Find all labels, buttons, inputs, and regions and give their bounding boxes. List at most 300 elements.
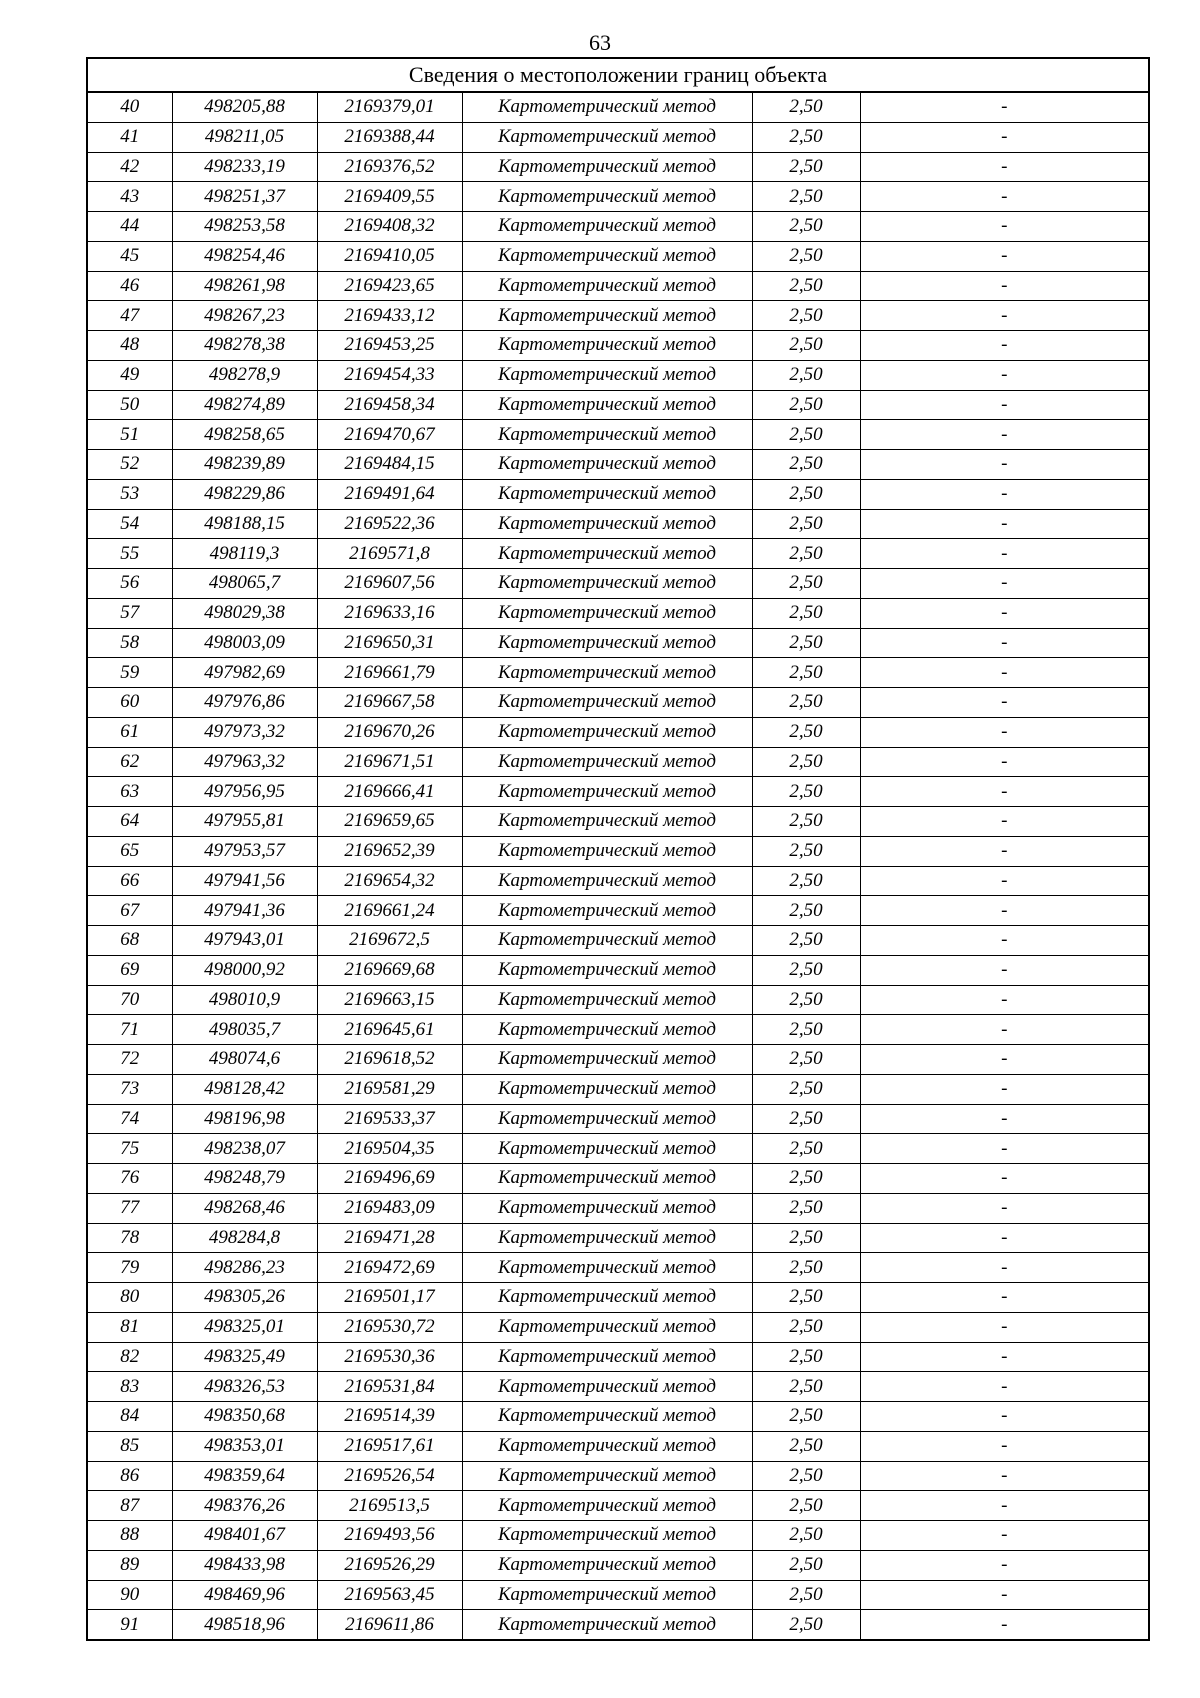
- y-coordinate-cell: 2169484,15: [317, 450, 462, 480]
- y-coordinate-cell: 2169501,17: [317, 1283, 462, 1313]
- y-coordinate-cell: 2169672,5: [317, 926, 462, 956]
- note-cell: -: [860, 241, 1149, 271]
- accuracy-cell: 2,50: [752, 598, 860, 628]
- point-number-cell: 70: [87, 985, 172, 1015]
- table-row: [87, 747, 1149, 777]
- accuracy-cell: 2,50: [752, 1253, 860, 1283]
- point-number-cell: 88: [87, 1521, 172, 1551]
- point-number-cell: 63: [87, 777, 172, 807]
- x-coordinate-cell: 498274,89: [172, 390, 317, 420]
- x-coordinate-cell: 497956,95: [172, 777, 317, 807]
- accuracy-cell: 2,50: [752, 1342, 860, 1372]
- x-coordinate-cell: 498238,07: [172, 1134, 317, 1164]
- y-coordinate-cell: 2169496,69: [317, 1164, 462, 1194]
- y-coordinate-cell: 2169470,67: [317, 420, 462, 450]
- y-coordinate-cell: 2169410,05: [317, 241, 462, 271]
- table-row: [87, 926, 1149, 956]
- x-coordinate-cell: 497973,32: [172, 717, 317, 747]
- table-row: [87, 331, 1149, 361]
- method-cell: Картометрический метод: [462, 1283, 752, 1313]
- note-cell: -: [860, 1521, 1149, 1551]
- table-row: [87, 985, 1149, 1015]
- accuracy-cell: 2,50: [752, 301, 860, 331]
- method-cell: Картометрический метод: [462, 122, 752, 152]
- accuracy-cell: 2,50: [752, 122, 860, 152]
- accuracy-cell: 2,50: [752, 1283, 860, 1313]
- y-coordinate-cell: 2169522,36: [317, 509, 462, 539]
- x-coordinate-cell: 498188,15: [172, 509, 317, 539]
- x-coordinate-cell: 498261,98: [172, 271, 317, 301]
- y-coordinate-cell: 2169526,29: [317, 1550, 462, 1580]
- point-number-cell: 78: [87, 1223, 172, 1253]
- point-number-cell: 82: [87, 1342, 172, 1372]
- method-cell: Картометрический метод: [462, 1312, 752, 1342]
- y-coordinate-cell: 2169379,01: [317, 92, 462, 122]
- point-number-cell: 85: [87, 1431, 172, 1461]
- y-coordinate-cell: 2169530,72: [317, 1312, 462, 1342]
- method-cell: Картометрический метод: [462, 420, 752, 450]
- point-number-cell: 68: [87, 926, 172, 956]
- table-row: [87, 598, 1149, 628]
- table-row: [87, 1134, 1149, 1164]
- y-coordinate-cell: 2169526,54: [317, 1461, 462, 1491]
- y-coordinate-cell: 2169671,51: [317, 747, 462, 777]
- note-cell: -: [860, 212, 1149, 242]
- y-coordinate-cell: 2169483,09: [317, 1193, 462, 1223]
- table-row: [87, 1491, 1149, 1521]
- note-cell: -: [860, 1461, 1149, 1491]
- table-row: [87, 509, 1149, 539]
- point-number-cell: 84: [87, 1402, 172, 1432]
- accuracy-cell: 2,50: [752, 212, 860, 242]
- note-cell: -: [860, 1580, 1149, 1610]
- x-coordinate-cell: 498010,9: [172, 985, 317, 1015]
- method-cell: Картометрический метод: [462, 1015, 752, 1045]
- y-coordinate-cell: 2169423,65: [317, 271, 462, 301]
- accuracy-cell: 2,50: [752, 390, 860, 420]
- x-coordinate-cell: 498251,37: [172, 182, 317, 212]
- accuracy-cell: 2,50: [752, 1610, 860, 1640]
- table-row: [87, 479, 1149, 509]
- method-cell: Картометрический метод: [462, 777, 752, 807]
- point-number-cell: 80: [87, 1283, 172, 1313]
- note-cell: -: [860, 390, 1149, 420]
- accuracy-cell: 2,50: [752, 1015, 860, 1045]
- x-coordinate-cell: 498433,98: [172, 1550, 317, 1580]
- method-cell: Картометрический метод: [462, 1134, 752, 1164]
- x-coordinate-cell: 497941,36: [172, 896, 317, 926]
- point-number-cell: 71: [87, 1015, 172, 1045]
- point-number-cell: 79: [87, 1253, 172, 1283]
- accuracy-cell: 2,50: [752, 152, 860, 182]
- x-coordinate-cell: 498359,64: [172, 1461, 317, 1491]
- point-number-cell: 59: [87, 658, 172, 688]
- table-row: [87, 1550, 1149, 1580]
- x-coordinate-cell: 498253,58: [172, 212, 317, 242]
- table-row: [87, 1312, 1149, 1342]
- y-coordinate-cell: 2169581,29: [317, 1074, 462, 1104]
- point-number-cell: 66: [87, 866, 172, 896]
- x-coordinate-cell: 497943,01: [172, 926, 317, 956]
- x-coordinate-cell: 497976,86: [172, 688, 317, 718]
- note-cell: -: [860, 1402, 1149, 1432]
- note-cell: -: [860, 1372, 1149, 1402]
- point-number-cell: 50: [87, 390, 172, 420]
- table-row: [87, 569, 1149, 599]
- method-cell: Картометрический метод: [462, 390, 752, 420]
- method-cell: Картометрический метод: [462, 1045, 752, 1075]
- table-row: [87, 1431, 1149, 1461]
- accuracy-cell: 2,50: [752, 688, 860, 718]
- note-cell: -: [860, 1164, 1149, 1194]
- x-coordinate-cell: 497941,56: [172, 866, 317, 896]
- x-coordinate-cell: 498268,46: [172, 1193, 317, 1223]
- table-row: [87, 360, 1149, 390]
- point-number-cell: 83: [87, 1372, 172, 1402]
- point-number-cell: 77: [87, 1193, 172, 1223]
- method-cell: Картометрический метод: [462, 1193, 752, 1223]
- y-coordinate-cell: 2169654,32: [317, 866, 462, 896]
- y-coordinate-cell: 2169376,52: [317, 152, 462, 182]
- x-coordinate-cell: 498350,68: [172, 1402, 317, 1432]
- accuracy-cell: 2,50: [752, 1223, 860, 1253]
- accuracy-cell: 2,50: [752, 836, 860, 866]
- point-number-cell: 43: [87, 182, 172, 212]
- x-coordinate-cell: 498284,8: [172, 1223, 317, 1253]
- point-number-cell: 75: [87, 1134, 172, 1164]
- accuracy-cell: 2,50: [752, 1193, 860, 1223]
- x-coordinate-cell: 497955,81: [172, 807, 317, 837]
- accuracy-cell: 2,50: [752, 420, 860, 450]
- accuracy-cell: 2,50: [752, 1550, 860, 1580]
- method-cell: Картометрический метод: [462, 271, 752, 301]
- note-cell: -: [860, 271, 1149, 301]
- note-cell: -: [860, 509, 1149, 539]
- table-row: [87, 717, 1149, 747]
- note-cell: -: [860, 896, 1149, 926]
- accuracy-cell: 2,50: [752, 92, 860, 122]
- note-cell: -: [860, 182, 1149, 212]
- y-coordinate-cell: 2169667,58: [317, 688, 462, 718]
- method-cell: Картометрический метод: [462, 896, 752, 926]
- method-cell: Картометрический метод: [462, 1223, 752, 1253]
- accuracy-cell: 2,50: [752, 1431, 860, 1461]
- point-number-cell: 57: [87, 598, 172, 628]
- x-coordinate-cell: 498035,7: [172, 1015, 317, 1045]
- accuracy-cell: 2,50: [752, 509, 860, 539]
- note-cell: -: [860, 331, 1149, 361]
- y-coordinate-cell: 2169650,31: [317, 628, 462, 658]
- note-cell: -: [860, 717, 1149, 747]
- y-coordinate-cell: 2169454,33: [317, 360, 462, 390]
- method-cell: Картометрический метод: [462, 569, 752, 599]
- note-cell: -: [860, 1431, 1149, 1461]
- accuracy-cell: 2,50: [752, 866, 860, 896]
- accuracy-cell: 2,50: [752, 1461, 860, 1491]
- accuracy-cell: 2,50: [752, 747, 860, 777]
- note-cell: -: [860, 1253, 1149, 1283]
- y-coordinate-cell: 2169491,64: [317, 479, 462, 509]
- x-coordinate-cell: 498258,65: [172, 420, 317, 450]
- y-coordinate-cell: 2169533,37: [317, 1104, 462, 1134]
- method-cell: Картометрический метод: [462, 1461, 752, 1491]
- accuracy-cell: 2,50: [752, 450, 860, 480]
- method-cell: Картометрический метод: [462, 1550, 752, 1580]
- y-coordinate-cell: 2169408,32: [317, 212, 462, 242]
- accuracy-cell: 2,50: [752, 479, 860, 509]
- x-coordinate-cell: 498267,23: [172, 301, 317, 331]
- table-row: [87, 301, 1149, 331]
- method-cell: Картометрический метод: [462, 866, 752, 896]
- note-cell: -: [860, 301, 1149, 331]
- method-cell: Картометрический метод: [462, 1610, 752, 1640]
- note-cell: -: [860, 688, 1149, 718]
- method-cell: Картометрический метод: [462, 598, 752, 628]
- accuracy-cell: 2,50: [752, 628, 860, 658]
- note-cell: -: [860, 1610, 1149, 1640]
- point-number-cell: 74: [87, 1104, 172, 1134]
- note-cell: -: [860, 92, 1149, 122]
- table-row: [87, 152, 1149, 182]
- note-cell: -: [860, 450, 1149, 480]
- method-cell: Картометрический метод: [462, 1104, 752, 1134]
- table-row: [87, 1372, 1149, 1402]
- table-row: [87, 1223, 1149, 1253]
- table-caption-row: [87, 58, 1149, 92]
- table-row: [87, 777, 1149, 807]
- y-coordinate-cell: 2169659,65: [317, 807, 462, 837]
- point-number-cell: 49: [87, 360, 172, 390]
- point-number-cell: 89: [87, 1550, 172, 1580]
- note-cell: -: [860, 569, 1149, 599]
- note-cell: -: [860, 1045, 1149, 1075]
- accuracy-cell: 2,50: [752, 985, 860, 1015]
- note-cell: -: [860, 1193, 1149, 1223]
- method-cell: Картометрический метод: [462, 628, 752, 658]
- accuracy-cell: 2,50: [752, 1134, 860, 1164]
- table-row: [87, 1104, 1149, 1134]
- method-cell: Картометрический метод: [462, 152, 752, 182]
- method-cell: Картометрический метод: [462, 807, 752, 837]
- table-row: [87, 1193, 1149, 1223]
- table-row: [87, 1610, 1149, 1640]
- table-row: [87, 182, 1149, 212]
- note-cell: -: [860, 1491, 1149, 1521]
- y-coordinate-cell: 2169618,52: [317, 1045, 462, 1075]
- y-coordinate-cell: 2169409,55: [317, 182, 462, 212]
- method-cell: Картометрический метод: [462, 1253, 752, 1283]
- y-coordinate-cell: 2169663,15: [317, 985, 462, 1015]
- y-coordinate-cell: 2169388,44: [317, 122, 462, 152]
- method-cell: Картометрический метод: [462, 92, 752, 122]
- accuracy-cell: 2,50: [752, 955, 860, 985]
- accuracy-cell: 2,50: [752, 1164, 860, 1194]
- table-row: [87, 241, 1149, 271]
- y-coordinate-cell: 2169514,39: [317, 1402, 462, 1432]
- note-cell: -: [860, 122, 1149, 152]
- method-cell: Картометрический метод: [462, 301, 752, 331]
- x-coordinate-cell: 498469,96: [172, 1580, 317, 1610]
- point-number-cell: 58: [87, 628, 172, 658]
- note-cell: -: [860, 747, 1149, 777]
- table-row: [87, 420, 1149, 450]
- point-number-cell: 40: [87, 92, 172, 122]
- table-row: [87, 1074, 1149, 1104]
- x-coordinate-cell: 498278,38: [172, 331, 317, 361]
- x-coordinate-cell: 497953,57: [172, 836, 317, 866]
- y-coordinate-cell: 2169517,61: [317, 1431, 462, 1461]
- accuracy-cell: 2,50: [752, 807, 860, 837]
- x-coordinate-cell: 498248,79: [172, 1164, 317, 1194]
- accuracy-cell: 2,50: [752, 360, 860, 390]
- x-coordinate-cell: 498211,05: [172, 122, 317, 152]
- x-coordinate-cell: 498305,26: [172, 1283, 317, 1313]
- method-cell: Картометрический метод: [462, 539, 752, 569]
- point-number-cell: 81: [87, 1312, 172, 1342]
- accuracy-cell: 2,50: [752, 1104, 860, 1134]
- method-cell: Картометрический метод: [462, 1431, 752, 1461]
- table-row: [87, 1461, 1149, 1491]
- x-coordinate-cell: 498325,49: [172, 1342, 317, 1372]
- x-coordinate-cell: 498278,9: [172, 360, 317, 390]
- y-coordinate-cell: 2169571,8: [317, 539, 462, 569]
- point-number-cell: 72: [87, 1045, 172, 1075]
- note-cell: -: [860, 1223, 1149, 1253]
- accuracy-cell: 2,50: [752, 926, 860, 956]
- point-number-cell: 47: [87, 301, 172, 331]
- accuracy-cell: 2,50: [752, 1372, 860, 1402]
- accuracy-cell: 2,50: [752, 241, 860, 271]
- method-cell: Картометрический метод: [462, 360, 752, 390]
- x-coordinate-cell: 498205,88: [172, 92, 317, 122]
- x-coordinate-cell: 498254,46: [172, 241, 317, 271]
- method-cell: Картометрический метод: [462, 1164, 752, 1194]
- method-cell: Картометрический метод: [462, 717, 752, 747]
- table-row: [87, 271, 1149, 301]
- point-number-cell: 41: [87, 122, 172, 152]
- page-number: 63: [589, 30, 611, 55]
- y-coordinate-cell: 2169513,5: [317, 1491, 462, 1521]
- accuracy-cell: 2,50: [752, 539, 860, 569]
- method-cell: Картометрический метод: [462, 1074, 752, 1104]
- table-row: [87, 1015, 1149, 1045]
- note-cell: -: [860, 1134, 1149, 1164]
- point-number-cell: 69: [87, 955, 172, 985]
- x-coordinate-cell: 498196,98: [172, 1104, 317, 1134]
- y-coordinate-cell: 2169433,12: [317, 301, 462, 331]
- point-number-cell: 42: [87, 152, 172, 182]
- note-cell: -: [860, 1104, 1149, 1134]
- point-number-cell: 64: [87, 807, 172, 837]
- note-cell: -: [860, 1342, 1149, 1372]
- y-coordinate-cell: 2169530,36: [317, 1342, 462, 1372]
- note-cell: -: [860, 777, 1149, 807]
- y-coordinate-cell: 2169458,34: [317, 390, 462, 420]
- point-number-cell: 46: [87, 271, 172, 301]
- point-number-cell: 48: [87, 331, 172, 361]
- method-cell: Картометрический метод: [462, 1402, 752, 1432]
- x-coordinate-cell: 498353,01: [172, 1431, 317, 1461]
- method-cell: Картометрический метод: [462, 479, 752, 509]
- table-row: [87, 807, 1149, 837]
- method-cell: Картометрический метод: [462, 658, 752, 688]
- note-cell: -: [860, 1550, 1149, 1580]
- table-row: [87, 1402, 1149, 1432]
- table-row: [87, 866, 1149, 896]
- accuracy-cell: 2,50: [752, 569, 860, 599]
- point-number-cell: 90: [87, 1580, 172, 1610]
- accuracy-cell: 2,50: [752, 1312, 860, 1342]
- accuracy-cell: 2,50: [752, 1074, 860, 1104]
- x-coordinate-cell: 498003,09: [172, 628, 317, 658]
- method-cell: Картометрический метод: [462, 450, 752, 480]
- note-cell: -: [860, 1015, 1149, 1045]
- table-caption: Сведения о местоположении границ объекта: [87, 58, 1149, 92]
- note-cell: -: [860, 360, 1149, 390]
- note-cell: -: [860, 658, 1149, 688]
- point-number-cell: 87: [87, 1491, 172, 1521]
- method-cell: Картометрический метод: [462, 836, 752, 866]
- point-number-cell: 62: [87, 747, 172, 777]
- note-cell: -: [860, 807, 1149, 837]
- method-cell: Картометрический метод: [462, 926, 752, 956]
- x-coordinate-cell: 498029,38: [172, 598, 317, 628]
- y-coordinate-cell: 2169669,68: [317, 955, 462, 985]
- point-number-cell: 55: [87, 539, 172, 569]
- table-row: [87, 92, 1149, 122]
- y-coordinate-cell: 2169661,79: [317, 658, 462, 688]
- note-cell: -: [860, 479, 1149, 509]
- x-coordinate-cell: 498065,7: [172, 569, 317, 599]
- y-coordinate-cell: 2169504,35: [317, 1134, 462, 1164]
- note-cell: -: [860, 1074, 1149, 1104]
- point-number-cell: 65: [87, 836, 172, 866]
- accuracy-cell: 2,50: [752, 1580, 860, 1610]
- y-coordinate-cell: 2169471,28: [317, 1223, 462, 1253]
- y-coordinate-cell: 2169645,61: [317, 1015, 462, 1045]
- table-row: [87, 450, 1149, 480]
- accuracy-cell: 2,50: [752, 1045, 860, 1075]
- method-cell: Картометрический метод: [462, 747, 752, 777]
- x-coordinate-cell: 498325,01: [172, 1312, 317, 1342]
- x-coordinate-cell: 498074,6: [172, 1045, 317, 1075]
- method-cell: Картометрический метод: [462, 1521, 752, 1551]
- accuracy-cell: 2,50: [752, 896, 860, 926]
- point-number-cell: 67: [87, 896, 172, 926]
- method-cell: Картометрический метод: [462, 241, 752, 271]
- method-cell: Картометрический метод: [462, 1580, 752, 1610]
- boundary-coordinates-table: [86, 57, 1150, 1641]
- point-number-cell: 86: [87, 1461, 172, 1491]
- table-row: [87, 390, 1149, 420]
- y-coordinate-cell: 2169611,86: [317, 1610, 462, 1640]
- y-coordinate-cell: 2169493,56: [317, 1521, 462, 1551]
- note-cell: -: [860, 152, 1149, 182]
- x-coordinate-cell: 498326,53: [172, 1372, 317, 1402]
- point-number-cell: 60: [87, 688, 172, 718]
- accuracy-cell: 2,50: [752, 1491, 860, 1521]
- accuracy-cell: 2,50: [752, 1402, 860, 1432]
- point-number-cell: 54: [87, 509, 172, 539]
- table-row: [87, 1521, 1149, 1551]
- accuracy-cell: 2,50: [752, 331, 860, 361]
- x-coordinate-cell: 497982,69: [172, 658, 317, 688]
- x-coordinate-cell: 498128,42: [172, 1074, 317, 1104]
- x-coordinate-cell: 498229,86: [172, 479, 317, 509]
- x-coordinate-cell: 498119,3: [172, 539, 317, 569]
- point-number-cell: 45: [87, 241, 172, 271]
- x-coordinate-cell: 497963,32: [172, 747, 317, 777]
